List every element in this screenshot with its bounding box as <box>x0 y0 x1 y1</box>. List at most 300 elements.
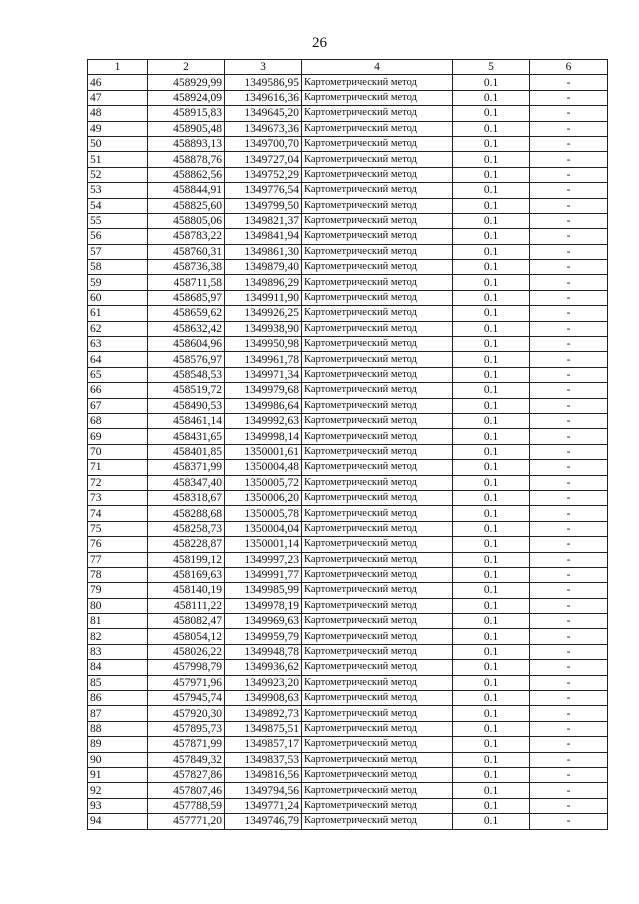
y-coordinate-cell: 1349816,56 <box>225 767 302 782</box>
table-row <box>88 767 608 782</box>
y-coordinate-cell: 1349971,34 <box>225 367 302 382</box>
point-number-cell: 60 <box>88 290 148 305</box>
table-row <box>88 75 608 90</box>
method-cell: Картометрический метод <box>302 306 453 321</box>
method-cell: Картометрический метод <box>302 675 453 690</box>
accuracy-cell: 0.1 <box>453 660 530 675</box>
note-cell: - <box>530 383 608 398</box>
note-cell: - <box>530 398 608 413</box>
note-cell: - <box>530 167 608 182</box>
table-row <box>88 321 608 336</box>
point-number-cell: 94 <box>88 814 148 829</box>
x-coordinate-cell: 458371,99 <box>148 460 225 475</box>
x-coordinate-cell: 458140,19 <box>148 583 225 598</box>
table-row <box>88 660 608 675</box>
note-cell: - <box>530 583 608 598</box>
table-header-row <box>88 60 608 75</box>
y-coordinate-cell: 1350004,04 <box>225 521 302 536</box>
method-cell: Картометрический метод <box>302 198 453 213</box>
y-coordinate-cell: 1349752,29 <box>225 167 302 182</box>
point-number-cell: 82 <box>88 629 148 644</box>
table-row <box>88 229 608 244</box>
point-number-cell: 74 <box>88 506 148 521</box>
accuracy-cell: 0.1 <box>453 598 530 613</box>
table-row <box>88 136 608 151</box>
note-cell: - <box>530 737 608 752</box>
note-cell: - <box>530 721 608 736</box>
y-coordinate-cell: 1350006,20 <box>225 490 302 505</box>
note-cell: - <box>530 567 608 582</box>
x-coordinate-cell: 457788,59 <box>148 798 225 813</box>
accuracy-cell: 0.1 <box>453 337 530 352</box>
y-coordinate-cell: 1350001,61 <box>225 444 302 459</box>
method-cell: Картометрический метод <box>302 614 453 629</box>
point-number-cell: 54 <box>88 198 148 213</box>
accuracy-cell: 0.1 <box>453 506 530 521</box>
y-coordinate-cell: 1349673,36 <box>225 121 302 136</box>
point-number-cell: 70 <box>88 444 148 459</box>
note-cell: - <box>530 691 608 706</box>
accuracy-cell: 0.1 <box>453 121 530 136</box>
accuracy-cell: 0.1 <box>453 167 530 182</box>
y-coordinate-cell: 1349978,19 <box>225 598 302 613</box>
method-cell: Картометрический метод <box>302 767 453 782</box>
point-number-cell: 72 <box>88 475 148 490</box>
point-number-cell: 90 <box>88 752 148 767</box>
accuracy-cell: 0.1 <box>453 567 530 582</box>
accuracy-cell: 0.1 <box>453 413 530 428</box>
method-cell: Картометрический метод <box>302 275 453 290</box>
point-number-cell: 58 <box>88 260 148 275</box>
point-number-cell: 55 <box>88 213 148 228</box>
method-cell: Картометрический метод <box>302 798 453 813</box>
x-coordinate-cell: 458924,09 <box>148 90 225 105</box>
point-number-cell: 52 <box>88 167 148 182</box>
note-cell: - <box>530 229 608 244</box>
x-coordinate-cell: 458548,53 <box>148 367 225 382</box>
coordinates-table <box>87 59 608 830</box>
x-coordinate-cell: 457971,96 <box>148 675 225 690</box>
method-cell: Картометрический метод <box>302 352 453 367</box>
x-coordinate-cell: 458805,06 <box>148 213 225 228</box>
column-header-6: 6 <box>530 60 608 75</box>
x-coordinate-cell: 458519,72 <box>148 383 225 398</box>
x-coordinate-cell: 457920,30 <box>148 706 225 721</box>
table-row <box>88 290 608 305</box>
x-coordinate-cell: 458288,68 <box>148 506 225 521</box>
method-cell: Картометрический метод <box>302 752 453 767</box>
table-row <box>88 752 608 767</box>
y-coordinate-cell: 1349861,30 <box>225 244 302 259</box>
table-row <box>88 490 608 505</box>
x-coordinate-cell: 458862,56 <box>148 167 225 182</box>
method-cell: Картометрический метод <box>302 75 453 90</box>
x-coordinate-cell: 458318,67 <box>148 490 225 505</box>
table-row <box>88 413 608 428</box>
note-cell: - <box>530 752 608 767</box>
point-number-cell: 49 <box>88 121 148 136</box>
point-number-cell: 86 <box>88 691 148 706</box>
x-coordinate-cell: 457998,79 <box>148 660 225 675</box>
accuracy-cell: 0.1 <box>453 383 530 398</box>
accuracy-cell: 0.1 <box>453 537 530 552</box>
note-cell: - <box>530 321 608 336</box>
method-cell: Картометрический метод <box>302 737 453 752</box>
y-coordinate-cell: 1349799,50 <box>225 198 302 213</box>
accuracy-cell: 0.1 <box>453 706 530 721</box>
table-row <box>88 213 608 228</box>
point-number-cell: 93 <box>88 798 148 813</box>
x-coordinate-cell: 457807,46 <box>148 783 225 798</box>
note-cell: - <box>530 90 608 105</box>
method-cell: Картометрический метод <box>302 106 453 121</box>
point-number-cell: 77 <box>88 552 148 567</box>
note-cell: - <box>530 521 608 536</box>
note-cell: - <box>530 490 608 505</box>
table-row <box>88 429 608 444</box>
y-coordinate-cell: 1349998,14 <box>225 429 302 444</box>
y-coordinate-cell: 1349875,51 <box>225 721 302 736</box>
table-row <box>88 737 608 752</box>
point-number-cell: 63 <box>88 337 148 352</box>
table-row <box>88 244 608 259</box>
y-coordinate-cell: 1349950,98 <box>225 337 302 352</box>
accuracy-cell: 0.1 <box>453 691 530 706</box>
method-cell: Картометрический метод <box>302 814 453 829</box>
x-coordinate-cell: 457895,73 <box>148 721 225 736</box>
table-row <box>88 152 608 167</box>
y-coordinate-cell: 1349948,78 <box>225 644 302 659</box>
table-row <box>88 460 608 475</box>
table-row <box>88 275 608 290</box>
note-cell: - <box>530 475 608 490</box>
note-cell: - <box>530 598 608 613</box>
point-number-cell: 48 <box>88 106 148 121</box>
table-row <box>88 90 608 105</box>
y-coordinate-cell: 1349645,20 <box>225 106 302 121</box>
note-cell: - <box>530 614 608 629</box>
table-row <box>88 644 608 659</box>
y-coordinate-cell: 1349936,62 <box>225 660 302 675</box>
y-coordinate-cell: 1349837,53 <box>225 752 302 767</box>
note-cell: - <box>530 537 608 552</box>
point-number-cell: 69 <box>88 429 148 444</box>
point-number-cell: 92 <box>88 783 148 798</box>
accuracy-cell: 0.1 <box>453 229 530 244</box>
table-row <box>88 444 608 459</box>
accuracy-cell: 0.1 <box>453 614 530 629</box>
point-number-cell: 57 <box>88 244 148 259</box>
y-coordinate-cell: 1349879,40 <box>225 260 302 275</box>
note-cell: - <box>530 506 608 521</box>
y-coordinate-cell: 1349992,63 <box>225 413 302 428</box>
accuracy-cell: 0.1 <box>453 644 530 659</box>
accuracy-cell: 0.1 <box>453 783 530 798</box>
note-cell: - <box>530 213 608 228</box>
x-coordinate-cell: 458026,22 <box>148 644 225 659</box>
x-coordinate-cell: 458878,76 <box>148 152 225 167</box>
accuracy-cell: 0.1 <box>453 398 530 413</box>
method-cell: Картометрический метод <box>302 506 453 521</box>
accuracy-cell: 0.1 <box>453 367 530 382</box>
x-coordinate-cell: 458659,62 <box>148 306 225 321</box>
y-coordinate-cell: 1349771,24 <box>225 798 302 813</box>
table-row <box>88 537 608 552</box>
point-number-cell: 47 <box>88 90 148 105</box>
point-number-cell: 62 <box>88 321 148 336</box>
method-cell: Картометрический метод <box>302 429 453 444</box>
x-coordinate-cell: 458082,47 <box>148 614 225 629</box>
accuracy-cell: 0.1 <box>453 290 530 305</box>
point-number-cell: 78 <box>88 567 148 582</box>
x-coordinate-cell: 458199,12 <box>148 552 225 567</box>
note-cell: - <box>530 444 608 459</box>
point-number-cell: 80 <box>88 598 148 613</box>
accuracy-cell: 0.1 <box>453 767 530 782</box>
point-number-cell: 85 <box>88 675 148 690</box>
method-cell: Картометрический метод <box>302 413 453 428</box>
x-coordinate-cell: 458169,63 <box>148 567 225 582</box>
y-coordinate-cell: 1349586,95 <box>225 75 302 90</box>
note-cell: - <box>530 413 608 428</box>
accuracy-cell: 0.1 <box>453 752 530 767</box>
x-coordinate-cell: 457827,86 <box>148 767 225 782</box>
point-number-cell: 84 <box>88 660 148 675</box>
accuracy-cell: 0.1 <box>453 521 530 536</box>
column-header-1: 1 <box>88 60 148 75</box>
table-row <box>88 106 608 121</box>
x-coordinate-cell: 458054,12 <box>148 629 225 644</box>
y-coordinate-cell: 1349911,90 <box>225 290 302 305</box>
table-row <box>88 798 608 813</box>
point-number-cell: 61 <box>88 306 148 321</box>
method-cell: Картометрический метод <box>302 490 453 505</box>
method-cell: Картометрический метод <box>302 290 453 305</box>
method-cell: Картометрический метод <box>302 629 453 644</box>
method-cell: Картометрический метод <box>302 552 453 567</box>
table-row <box>88 598 608 613</box>
note-cell: - <box>530 136 608 151</box>
table-row <box>88 506 608 521</box>
y-coordinate-cell: 1349979,68 <box>225 383 302 398</box>
y-coordinate-cell: 1349841,94 <box>225 229 302 244</box>
accuracy-cell: 0.1 <box>453 321 530 336</box>
column-header-3: 3 <box>225 60 302 75</box>
accuracy-cell: 0.1 <box>453 798 530 813</box>
y-coordinate-cell: 1349908,63 <box>225 691 302 706</box>
x-coordinate-cell: 458632,42 <box>148 321 225 336</box>
method-cell: Картометрический метод <box>302 583 453 598</box>
note-cell: - <box>530 783 608 798</box>
y-coordinate-cell: 1350005,78 <box>225 506 302 521</box>
y-coordinate-cell: 1349892,73 <box>225 706 302 721</box>
x-coordinate-cell: 458783,22 <box>148 229 225 244</box>
accuracy-cell: 0.1 <box>453 814 530 829</box>
note-cell: - <box>530 121 608 136</box>
x-coordinate-cell: 458490,53 <box>148 398 225 413</box>
note-cell: - <box>530 675 608 690</box>
method-cell: Картометрический метод <box>302 706 453 721</box>
method-cell: Картометрический метод <box>302 183 453 198</box>
x-coordinate-cell: 458431,65 <box>148 429 225 444</box>
note-cell: - <box>530 629 608 644</box>
accuracy-cell: 0.1 <box>453 75 530 90</box>
x-coordinate-cell: 458736,38 <box>148 260 225 275</box>
point-number-cell: 59 <box>88 275 148 290</box>
note-cell: - <box>530 814 608 829</box>
x-coordinate-cell: 457871,99 <box>148 737 225 752</box>
y-coordinate-cell: 1349985,99 <box>225 583 302 598</box>
point-number-cell: 68 <box>88 413 148 428</box>
table-row <box>88 783 608 798</box>
y-coordinate-cell: 1349938,90 <box>225 321 302 336</box>
x-coordinate-cell: 458258,73 <box>148 521 225 536</box>
y-coordinate-cell: 1349959,79 <box>225 629 302 644</box>
table-row <box>88 583 608 598</box>
point-number-cell: 79 <box>88 583 148 598</box>
table-row <box>88 167 608 182</box>
y-coordinate-cell: 1349776,54 <box>225 183 302 198</box>
x-coordinate-cell: 458760,31 <box>148 244 225 259</box>
table-row <box>88 629 608 644</box>
note-cell: - <box>530 306 608 321</box>
point-number-cell: 65 <box>88 367 148 382</box>
table-row <box>88 475 608 490</box>
accuracy-cell: 0.1 <box>453 90 530 105</box>
x-coordinate-cell: 458929,99 <box>148 75 225 90</box>
accuracy-cell: 0.1 <box>453 260 530 275</box>
method-cell: Картометрический метод <box>302 121 453 136</box>
note-cell: - <box>530 152 608 167</box>
page-number: 26 <box>312 35 327 51</box>
x-coordinate-cell: 458711,58 <box>148 275 225 290</box>
accuracy-cell: 0.1 <box>453 429 530 444</box>
table-row <box>88 306 608 321</box>
table-row <box>88 352 608 367</box>
point-number-cell: 67 <box>88 398 148 413</box>
table-row <box>88 398 608 413</box>
accuracy-cell: 0.1 <box>453 460 530 475</box>
y-coordinate-cell: 1349997,23 <box>225 552 302 567</box>
x-coordinate-cell: 458401,85 <box>148 444 225 459</box>
table-row <box>88 260 608 275</box>
y-coordinate-cell: 1349857,17 <box>225 737 302 752</box>
y-coordinate-cell: 1349616,36 <box>225 90 302 105</box>
y-coordinate-cell: 1349969,63 <box>225 614 302 629</box>
table-row <box>88 367 608 382</box>
y-coordinate-cell: 1349727,04 <box>225 152 302 167</box>
table-row <box>88 383 608 398</box>
x-coordinate-cell: 457945,74 <box>148 691 225 706</box>
x-coordinate-cell: 457771,20 <box>148 814 225 829</box>
note-cell: - <box>530 290 608 305</box>
note-cell: - <box>530 244 608 259</box>
note-cell: - <box>530 767 608 782</box>
method-cell: Картометрический метод <box>302 444 453 459</box>
point-number-cell: 88 <box>88 721 148 736</box>
x-coordinate-cell: 458461,14 <box>148 413 225 428</box>
accuracy-cell: 0.1 <box>453 675 530 690</box>
note-cell: - <box>530 644 608 659</box>
method-cell: Картометрический метод <box>302 521 453 536</box>
y-coordinate-cell: 1349794,56 <box>225 783 302 798</box>
y-coordinate-cell: 1350001,14 <box>225 537 302 552</box>
table-row <box>88 721 608 736</box>
x-coordinate-cell: 457849,32 <box>148 752 225 767</box>
method-cell: Картометрический метод <box>302 598 453 613</box>
table-row <box>88 183 608 198</box>
table-row <box>88 337 608 352</box>
y-coordinate-cell: 1349926,25 <box>225 306 302 321</box>
accuracy-cell: 0.1 <box>453 352 530 367</box>
note-cell: - <box>530 198 608 213</box>
table-row <box>88 814 608 829</box>
point-number-cell: 71 <box>88 460 148 475</box>
method-cell: Картометрический метод <box>302 136 453 151</box>
note-cell: - <box>530 183 608 198</box>
method-cell: Картометрический метод <box>302 367 453 382</box>
accuracy-cell: 0.1 <box>453 183 530 198</box>
accuracy-cell: 0.1 <box>453 629 530 644</box>
note-cell: - <box>530 260 608 275</box>
x-coordinate-cell: 458576,97 <box>148 352 225 367</box>
x-coordinate-cell: 458915,83 <box>148 106 225 121</box>
method-cell: Картометрический метод <box>302 383 453 398</box>
table-row <box>88 706 608 721</box>
note-cell: - <box>530 552 608 567</box>
method-cell: Картометрический метод <box>302 644 453 659</box>
table-row <box>88 675 608 690</box>
method-cell: Картометрический метод <box>302 229 453 244</box>
table-row <box>88 614 608 629</box>
method-cell: Картометрический метод <box>302 660 453 675</box>
x-coordinate-cell: 458604,96 <box>148 337 225 352</box>
method-cell: Картометрический метод <box>302 475 453 490</box>
method-cell: Картометрический метод <box>302 567 453 582</box>
note-cell: - <box>530 337 608 352</box>
x-coordinate-cell: 458111,22 <box>148 598 225 613</box>
table-row <box>88 198 608 213</box>
accuracy-cell: 0.1 <box>453 475 530 490</box>
table-body <box>88 75 608 829</box>
column-header-4: 4 <box>302 60 453 75</box>
accuracy-cell: 0.1 <box>453 198 530 213</box>
method-cell: Картометрический метод <box>302 244 453 259</box>
note-cell: - <box>530 106 608 121</box>
y-coordinate-cell: 1349700,70 <box>225 136 302 151</box>
accuracy-cell: 0.1 <box>453 106 530 121</box>
accuracy-cell: 0.1 <box>453 552 530 567</box>
method-cell: Картометрический метод <box>302 167 453 182</box>
point-number-cell: 66 <box>88 383 148 398</box>
point-number-cell: 83 <box>88 644 148 659</box>
accuracy-cell: 0.1 <box>453 136 530 151</box>
note-cell: - <box>530 798 608 813</box>
y-coordinate-cell: 1349961,78 <box>225 352 302 367</box>
column-header-2: 2 <box>148 60 225 75</box>
accuracy-cell: 0.1 <box>453 444 530 459</box>
x-coordinate-cell: 458893,13 <box>148 136 225 151</box>
point-number-cell: 87 <box>88 706 148 721</box>
note-cell: - <box>530 429 608 444</box>
y-coordinate-cell: 1349746,79 <box>225 814 302 829</box>
note-cell: - <box>530 460 608 475</box>
note-cell: - <box>530 275 608 290</box>
y-coordinate-cell: 1349986,64 <box>225 398 302 413</box>
accuracy-cell: 0.1 <box>453 721 530 736</box>
note-cell: - <box>530 75 608 90</box>
method-cell: Картометрический метод <box>302 90 453 105</box>
